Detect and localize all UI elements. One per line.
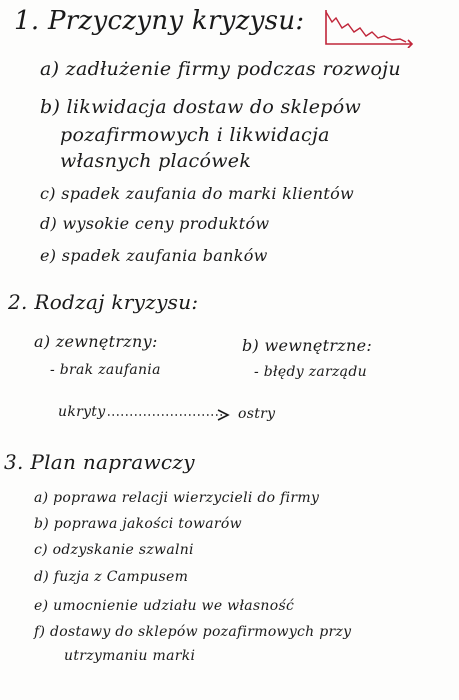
- cause-b-line3: własnych placówek: [60, 150, 252, 172]
- plan-b: b) poprawa jakości towarów: [34, 516, 242, 532]
- cause-d: d) wysokie ceny produktów: [40, 214, 270, 233]
- crisis-external-item: - brak zaufania: [50, 362, 161, 378]
- cause-b-line2: pozafirmowych i likwidacja: [60, 124, 330, 146]
- cause-a: a) zadłużenie firmy podczas rozwoju: [40, 58, 401, 80]
- dotted-arrow-icon: [106, 408, 232, 422]
- cause-c: c) spadek zaufania do marki klientów: [40, 184, 355, 203]
- declining-chart-icon: [322, 8, 414, 48]
- cause-e: e) spadek zaufania banków: [40, 246, 268, 265]
- plan-a: a) poprawa relacji wierzycieli do firmy: [34, 490, 320, 506]
- plan-c: c) odzyskanie szwalni: [34, 542, 194, 558]
- plan-e: e) umocnienie udziału we własność: [34, 598, 295, 614]
- crisis-external-label: a) zewnętrzny:: [34, 332, 158, 351]
- crisis-internal-item: - błędy zarządu: [254, 364, 367, 380]
- crisis-from-label: ukryty: [58, 404, 106, 420]
- section1-title: 1. Przyczyny kryzysu:: [14, 6, 305, 36]
- plan-d: d) fuzja z Campusem: [34, 569, 189, 585]
- section2-title: 2. Rodzaj kryzysu:: [8, 290, 199, 314]
- crisis-to-label: ostry: [238, 406, 276, 422]
- plan-f-line2: utrzymaniu marki: [64, 648, 196, 664]
- cause-b-line1: b) likwidacja dostaw do sklepów: [40, 96, 362, 118]
- plan-f-line1: f) dostawy do sklepów pozafirmowych przy: [34, 624, 352, 640]
- section3-title: 3. Plan naprawczy: [4, 450, 195, 474]
- crisis-internal-label: b) wewnętrzne:: [242, 336, 373, 355]
